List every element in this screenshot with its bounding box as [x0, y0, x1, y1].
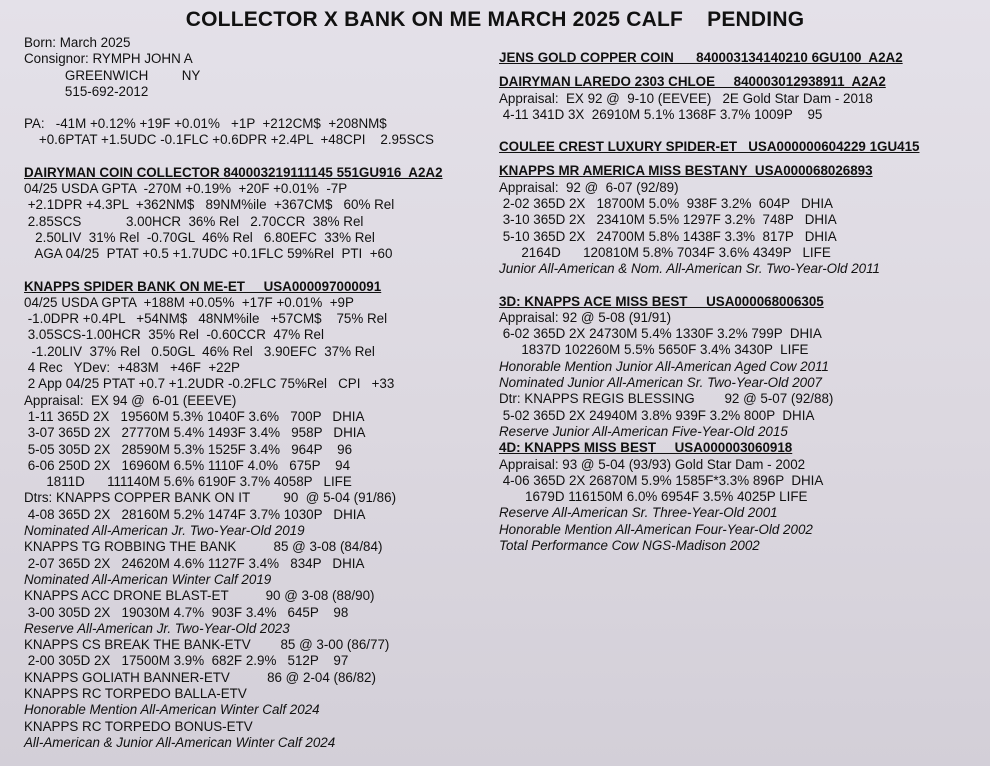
left-text-line: 2.85SCS 3.00HCR 36% Rel 2.70CCR 38% Rel: [24, 213, 364, 229]
left-text-line: +2.1DPR +4.3PL +362NM$ 89NM%ile +367CM$ 60% Rel: [24, 197, 395, 213]
left-text-line: 3.05SCS-1.00HCR 35% Rel -0.60CCR 47% Rel: [24, 327, 324, 343]
right-animal-heading: DAIRYMAN LAREDO 2303 CHLOE 840003012938911 A2A2: [499, 74, 886, 90]
right-text-line: 5-02 365D 2X 24940M 3.8% 939F 3.2% 800P DHIA: [499, 407, 815, 423]
left-text-line: Dtrs: KNAPPS COPPER BANK ON IT 90 @ 5-04 (91/86): [24, 490, 397, 506]
right-text-line: Appraisal: 92 @ 6-07 (92/89): [499, 179, 679, 195]
right-text-line: 1679D 116150M 6.0% 6954F 3.5% 4025P LIFE: [499, 489, 808, 505]
left-text-line: GREENWICH NY: [24, 67, 201, 83]
right-animal-heading: KNAPPS MR AMERICA MISS BESTANY USA000068026893: [499, 163, 873, 179]
left-text-line: 2.50LIV 31% Rel -0.70GL 46% Rel 6.80EFC 33% Rel: [24, 229, 375, 245]
left-award-line: Nominated All-American Jr. Two-Year-Old 2019: [24, 523, 305, 539]
left-text-line: KNAPPS TG ROBBING THE BANK 85 @ 3-08 (84/84): [24, 539, 383, 555]
left-award-line: All-American & Junior All-American Winter Calf 2024: [24, 734, 336, 750]
left-text-line: 2-00 305D 2X 17500M 3.9% 682F 2.9% 512P 97: [24, 653, 349, 669]
left-text-line: 4-08 365D 2X 28160M 5.2% 1474F 3.7% 1030P DHIA: [24, 506, 366, 522]
left-text-line: 1811D 111140M 5.6% 6190F 3.7% 4058P LIFE: [24, 474, 352, 490]
left-text-line: 6-06 250D 2X 16960M 6.5% 1110F 4.0% 675P 94: [24, 457, 351, 473]
right-animal-heading: 3D: KNAPPS ACE MISS BEST USA000068006305: [499, 293, 824, 309]
left-text-line: KNAPPS RC TORPEDO BONUS-ETV: [24, 718, 253, 734]
left-text-line: 5-05 305D 2X 28590M 5.3% 1525F 3.4% 964P 96: [24, 441, 353, 457]
left-spacer: [24, 100, 494, 116]
left-award-line: Honorable Mention All-American Winter Calf 2024: [24, 702, 320, 718]
left-text-line: KNAPPS RC TORPEDO BALLA-ETV: [24, 685, 247, 701]
right-text-line: 6-02 365D 2X 24730M 5.4% 1330F 3.2% 799P DHIA: [499, 326, 822, 342]
left-text-line: 2-07 365D 2X 24620M 4.6% 1127F 3.4% 834P DHIA: [24, 555, 365, 571]
right-text-line: 3-10 365D 2X 23410M 5.5% 1297F 3.2% 748P DHIA: [499, 212, 837, 228]
right-text-line: 4-06 365D 2X 26870M 5.9% 1585F*3.3% 896P DHIA: [499, 472, 824, 488]
left-text-line: KNAPPS ACC DRONE BLAST-ET 90 @ 3-08 (88/90): [24, 588, 375, 604]
left-text-line: -1.0DPR +0.4PL +54NM$ 48NM%ile +57CM$ 75% Rel: [24, 311, 388, 327]
left-text-line: 2 App 04/25 PTAT +0.7 +1.2UDR -0.2FLC 75%Rel CPI +33: [24, 376, 395, 392]
left-text-line: 04/25 USDA GPTA +188M +0.05% +17F +0.01% +9P: [24, 294, 354, 310]
right-text-line: Appraisal: 93 @ 5-04 (93/93) Gold Star Dam - 2002: [499, 456, 806, 472]
right-text-line: 2-02 365D 2X 18700M 5.0% 938F 3.2% 604P DHIA: [499, 196, 833, 212]
right-award-line: Total Performance Cow NGS-Madison 2002: [499, 538, 760, 554]
right-text-line: 2164D 120810M 5.8% 7034F 3.6% 4349P LIFE: [499, 244, 831, 260]
left-text-line: Consignor: RYMPH JOHN A: [24, 51, 193, 67]
left-text-line: 4 Rec YDev: +483M +46F +22P: [24, 360, 240, 376]
right-text-line: Appraisal: EX 92 @ 9-10 (EEVEE) 2E Gold Star Dam - 2018: [499, 90, 873, 106]
left-spacer: [24, 263, 494, 279]
left-text-line: 3-07 365D 2X 27770M 5.4% 1493F 3.4% 958P DHIA: [24, 425, 366, 441]
right-award-line: Honorable Mention All-American Four-Year-Old 2002: [499, 521, 813, 537]
right-text-line: 1837D 102260M 5.5% 5650F 3.4% 3430P LIFE: [499, 342, 809, 358]
right-text-line: 5-10 365D 2X 24700M 5.8% 1438F 3.3% 817P DHIA: [499, 228, 837, 244]
left-text-line: Appraisal: EX 94 @ 6-01 (EEEVE): [24, 392, 237, 408]
right-spacer: [499, 66, 979, 74]
left-text-line: Born: March 2025: [24, 35, 131, 50]
left-animal-heading: DAIRYMAN COIN COLLECTOR 840003219111145 551GU916 A2A2: [24, 164, 443, 180]
left-text-line: 515-692-2012: [24, 83, 149, 99]
left-column: [24, 35, 494, 751]
right-spacer: [499, 123, 979, 139]
right-animal-heading: 4D: KNAPPS MISS BEST USA000003060918: [499, 440, 793, 456]
right-text-line: 4-11 341D 3X 26910M 5.1% 1368F 3.7% 1009P 95: [499, 106, 823, 122]
left-award-line: Nominated All-American Winter Calf 2019: [24, 571, 272, 587]
right-text-line: Appraisal: 92 @ 5-08 (91/91): [499, 309, 672, 325]
right-text-line: Dtr: KNAPPS REGIS BLESSING 92 @ 5-07 (92/88): [499, 391, 834, 407]
right-spacer: [499, 155, 979, 163]
left-text-line: KNAPPS GOLIATH BANNER-ETV 86 @ 2-04 (86/82): [24, 669, 376, 685]
right-award-line: Nominated Junior All-American Sr. Two-Year-Old 2007: [499, 375, 822, 391]
left-text-line: AGA 04/25 PTAT +0.5 +1.7UDC +0.1FLC 59%Rel PTI +60: [24, 246, 393, 262]
left-text-line: KNAPPS CS BREAK THE BANK-ETV 85 @ 3-00 (86/77): [24, 637, 390, 653]
right-award-line: Honorable Mention Junior All-American Aged Cow 2011: [499, 358, 829, 374]
left-text-line: 1-11 365D 2X 19560M 5.3% 1040F 3.6% 700P DHIA: [24, 408, 365, 424]
right-animal-heading: COULEE CREST LUXURY SPIDER-ET USA000000604229 1GU415: [499, 139, 920, 155]
right-award-line: Reserve All-American Sr. Three-Year-Old 2001: [499, 505, 778, 521]
right-animal-heading: JENS GOLD COPPER COIN 840003134140210 6GU100 A2A2: [499, 50, 903, 65]
page-title: COLLECTOR X BANK ON ME MARCH 2025 CALF PENDING: [185, 8, 805, 31]
right-spacer: [499, 278, 979, 294]
left-spacer: [24, 149, 494, 165]
right-column: [499, 50, 979, 554]
left-text-line: +0.6PTAT +1.5UDC -0.1FLC +0.6DPR +2.4PL +48CPI 2.95SCS: [24, 132, 434, 148]
left-animal-heading: KNAPPS SPIDER BANK ON ME-ET USA000097000091: [24, 278, 382, 294]
left-award-line: Reserve All-American Jr. Two-Year-Old 2023: [24, 620, 290, 636]
left-text-line: PA: -41M +0.12% +19F +0.01% +1P +212CM$ +208NM$: [24, 116, 387, 132]
left-text-line: 04/25 USDA GPTA -270M +0.19% +20F +0.01% -7P: [24, 181, 348, 197]
left-text-line: -1.20LIV 37% Rel 0.50GL 46% Rel 3.90EFC 37% Rel: [24, 343, 375, 359]
right-award-line: Junior All-American & Nom. All-American Sr. Two-Year-Old 2011: [499, 261, 881, 277]
left-text-line: 3-00 305D 2X 19030M 4.7% 903F 3.4% 645P 98: [24, 604, 349, 620]
right-award-line: Reserve Junior All-American Five-Year-Old 2015: [499, 423, 788, 439]
